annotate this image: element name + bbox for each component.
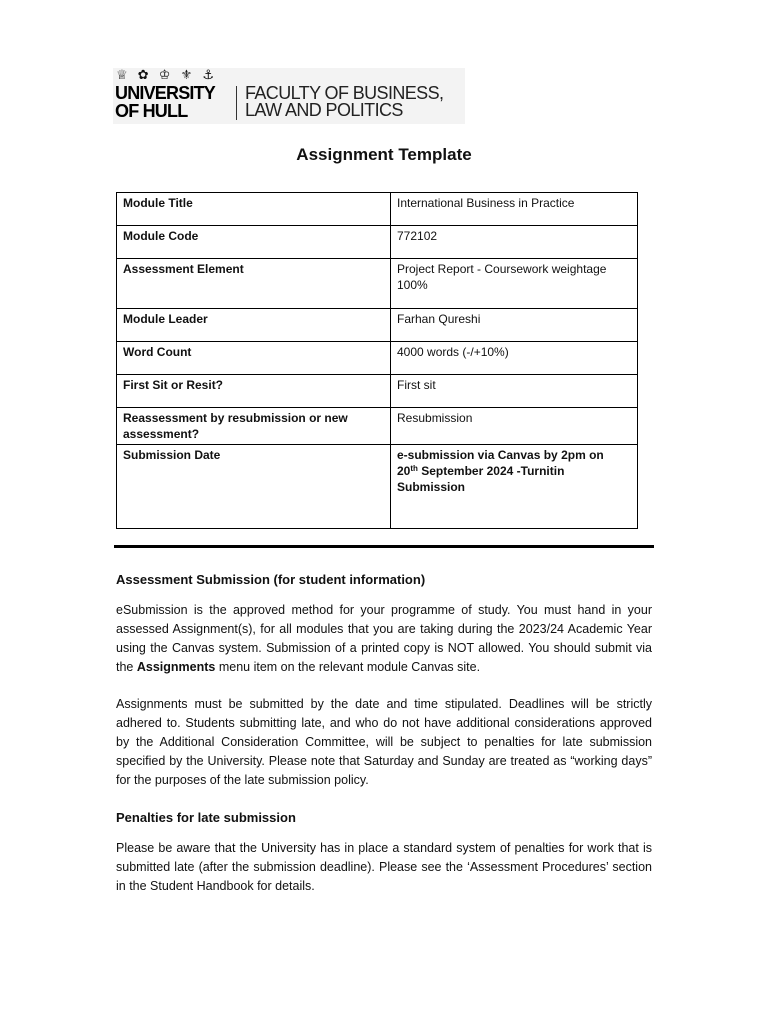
row-value: International Business in Practice — [391, 193, 638, 226]
table-row — [117, 226, 638, 259]
submission-paragraph-1: eSubmission is the approved method for your programme of study. You must hand in your assessed Assignment(s), for all modules that you are taking during the 2023/24 Academic Year using the Canvas system. Submission of a printed copy is NOT allowed. You should submit via the Assignments menu item on the relevant module Canvas site. — [116, 603, 652, 674]
penalties-heading: Penalties for late submission — [116, 810, 296, 825]
row-label: Module Leader — [117, 309, 391, 342]
faculty-name: FACULTY OF BUSINESS, LAW AND POLITICS — [245, 83, 444, 120]
row-label: First Sit or Resit? — [117, 375, 391, 408]
penalties-paragraph: Please be aware that the University has in place a standard system of penalties for work that is submitted late (after the submission deadline). Please see the ‘Assessment Procedures’ section in the Student Handbook for details. — [116, 841, 652, 893]
logo-divider — [236, 86, 237, 120]
table-row — [117, 375, 638, 408]
table-row — [117, 408, 638, 445]
row-value: Project Report - Coursework weightage 100% — [391, 259, 638, 309]
row-label: Submission Date — [117, 445, 391, 529]
submission-date-value: e-submission via Canvas by 2pm on 20th September 2024 -Turnitin Submission — [391, 445, 638, 529]
table-row — [117, 309, 638, 342]
table-row — [117, 445, 638, 529]
section-divider — [114, 545, 654, 548]
page-title: Assignment Template — [296, 145, 472, 164]
submission-paragraph-2: Assignments must be submitted by the date and time stipulated. Deadlines will be strictly adhered to. Students submitting late, and who do not have additional considerations approved by the Additional Consideration Committee, will be subject to penalties for late submission specified by the University. Please note that Saturday and Sunday are treated as “working days” for the purposes of the late submission policy. — [116, 697, 652, 787]
row-value: Resubmission — [391, 408, 638, 445]
row-value: First sit — [391, 375, 638, 408]
document-body — [116, 570, 652, 914]
assignment-info-table — [116, 192, 638, 529]
row-label: Module Code — [117, 226, 391, 259]
university-name: UNIVERSITY OF HULL — [115, 83, 216, 121]
university-logo — [113, 68, 465, 124]
row-value: 772102 — [391, 226, 638, 259]
row-value: Farhan Qureshi — [391, 309, 638, 342]
row-label: Word Count — [117, 342, 391, 375]
row-value: 4000 words (-/+10%) — [391, 342, 638, 375]
submission-heading: Assessment Submission (for student information) — [116, 572, 426, 587]
table-row — [117, 259, 638, 309]
row-label: Assessment Element — [117, 259, 391, 309]
crest-icons: ♕ ✿ ♔ ⚜ ⚓ — [116, 68, 218, 83]
table-row — [117, 342, 638, 375]
table-row — [117, 193, 638, 226]
row-label: Reassessment by resubmission or new assessment? — [117, 408, 391, 445]
row-label: Module Title — [117, 193, 391, 226]
